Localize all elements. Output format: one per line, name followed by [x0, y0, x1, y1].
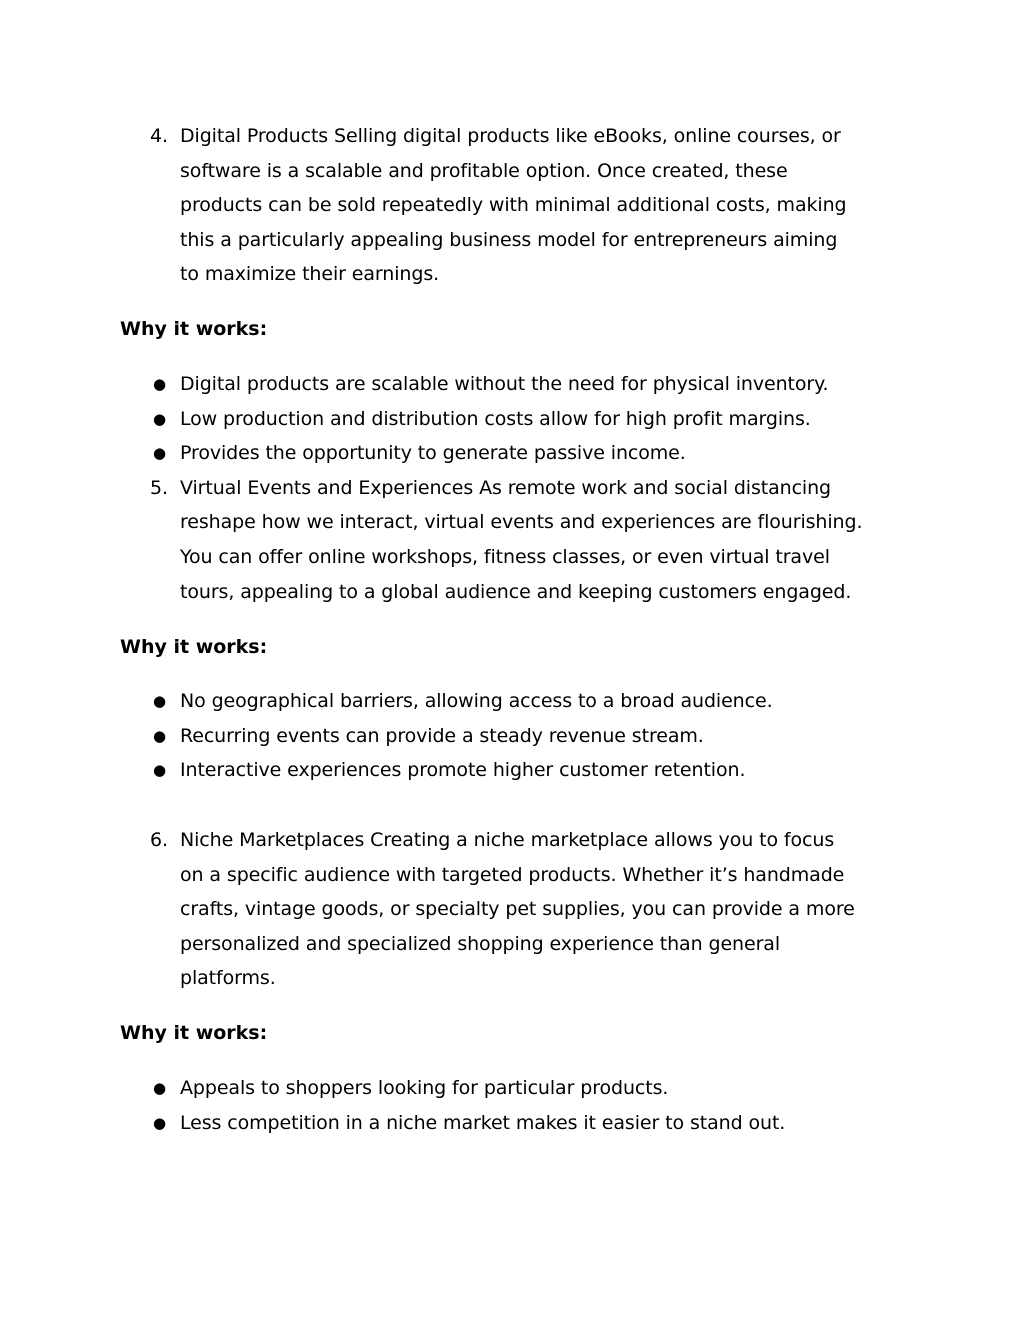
- paragraph-line: Virtual Events and Experiences As remote work and social distancing: [180, 476, 832, 499]
- bullet-text: Appeals to shoppers looking for particular products.: [180, 1077, 669, 1099]
- bullet-icon: ●: [153, 375, 166, 393]
- bullet-icon: ●: [153, 444, 166, 463]
- bullet-icon: ●: [153, 1113, 166, 1132]
- bullet-text: Provides the opportunity to generate passive income.: [180, 442, 686, 465]
- bullet-icon: ●: [153, 692, 166, 710]
- paragraph-line: software is a scalable and profitable option. Once created, these: [180, 159, 788, 182]
- why-it-works-heading: Why it works:: [120, 318, 268, 340]
- numbered-item-text: [180, 471, 920, 609]
- why-it-works-heading: Why it works:: [120, 1022, 268, 1044]
- paragraph-line: reshape how we interact, virtual events and experiences are flourishing.: [180, 511, 863, 534]
- list-number: 6.: [150, 829, 168, 851]
- bullet-icon: ●: [153, 409, 166, 428]
- paragraph-line: Digital Products Selling digital products like eBooks, online courses, or: [180, 125, 841, 147]
- paragraph-line: Niche Marketplaces Creating a niche marketplace allows you to focus: [180, 829, 835, 851]
- bullet-icon: ●: [153, 726, 166, 745]
- paragraph-line: this a particularly appealing business model for entrepreneurs aiming: [180, 228, 838, 251]
- bullet-icon: ●: [153, 1079, 166, 1097]
- bullet-text: Interactive experiences promote higher customer retention.: [180, 759, 746, 782]
- paragraph-line: crafts, vintage goods, or specialty pet supplies, you can provide a more: [180, 898, 855, 921]
- paragraph-line: to maximize their earnings.: [180, 263, 440, 286]
- paragraph-line: personalized and specialized shopping experience than general: [180, 932, 780, 955]
- paragraph-line: products can be sold repeatedly with minimal additional costs, making: [180, 194, 847, 217]
- list-number: 4.: [150, 125, 168, 147]
- bullet-text: Digital products are scalable without the need for physical inventory.: [180, 373, 829, 395]
- paragraph-line: tours, appealing to a global audience and keeping customers engaged.: [180, 580, 852, 603]
- paragraph-line: on a specific audience with targeted products. Whether it’s handmade: [180, 863, 845, 886]
- why-it-works-heading: Why it works:: [120, 636, 268, 658]
- paragraph-line: You can offer online workshops, fitness classes, or even virtual travel: [180, 545, 830, 568]
- list-number: 5.: [150, 476, 168, 499]
- bullet-text: No geographical barriers, allowing access to a broad audience.: [180, 690, 773, 712]
- numbered-item-text: [180, 823, 920, 996]
- paragraph-line: platforms.: [180, 967, 276, 990]
- bullet-text: Less competition in a niche market makes it easier to stand out.: [180, 1111, 786, 1134]
- bullet-text: Low production and distribution costs allow for high profit margins.: [180, 407, 811, 430]
- numbered-item-text: [180, 119, 920, 292]
- bullet-text: Recurring events can provide a steady revenue stream.: [180, 724, 704, 747]
- bullet-icon: ●: [153, 761, 166, 780]
